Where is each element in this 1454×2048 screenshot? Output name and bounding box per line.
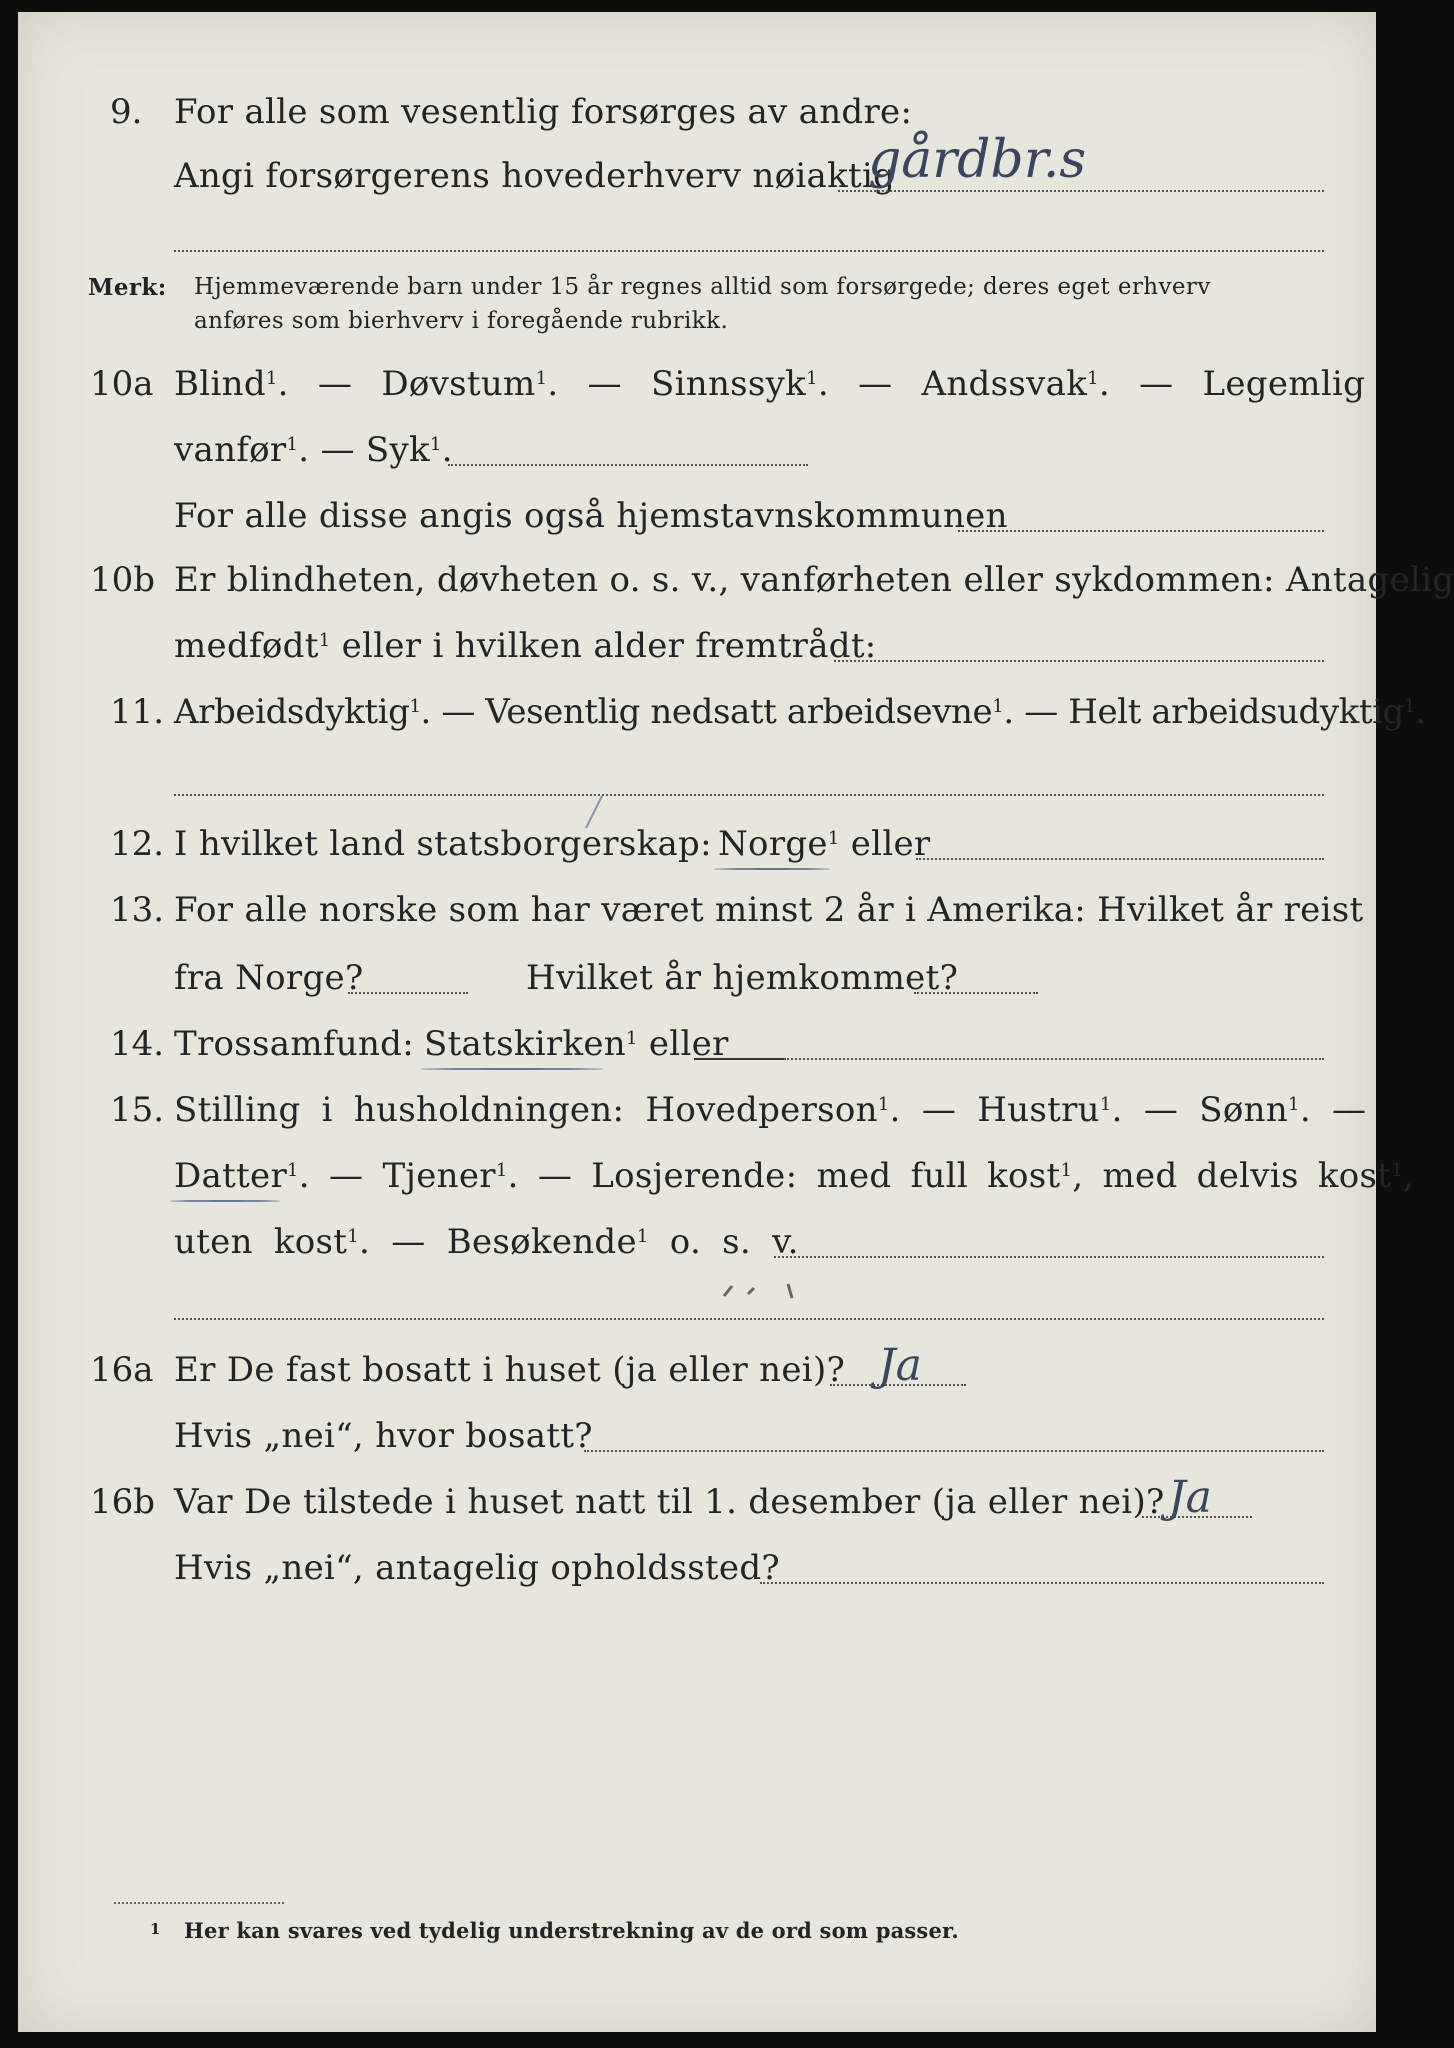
q13-reist-line bbox=[348, 992, 468, 994]
q16b-line2: Hvis „nei“, antagelig opholdssted? bbox=[174, 1548, 780, 1588]
q9-extra-line bbox=[174, 250, 1324, 252]
q16a-line2: Hvis „nei“, hvor bosatt? bbox=[174, 1416, 593, 1456]
q10a-line3: For alle disse angis også hjemstavnskommunen bbox=[174, 496, 1008, 536]
q16a-handwritten-answer: Ja bbox=[878, 1340, 922, 1391]
q15-extra-line bbox=[174, 1318, 1324, 1320]
q10b-line1: Er blindheten, døvheten o. s. v., vanførheten eller sykdommen: Antagelig bbox=[174, 560, 1454, 600]
q10a-number: 10a bbox=[90, 364, 154, 404]
census-form-page bbox=[18, 12, 1454, 2032]
q13-hjemkommet-line bbox=[914, 992, 1038, 994]
q9-answer-line bbox=[838, 190, 1324, 192]
q9-number: 9. bbox=[110, 92, 143, 132]
footnote-rule bbox=[114, 1902, 284, 1904]
q10a-hjemstavn-line bbox=[958, 530, 1324, 532]
q10a-line1: Blind$^1$. — Døvstum$^1$. — Sinnssyk$^1$. — Andssvak$^1$. — Legemlig bbox=[174, 364, 1366, 404]
q13-line2b: Hvilket år hjemkommet? bbox=[526, 958, 959, 998]
q10a-line2: vanfør$^1$. — Syk$^1$. bbox=[174, 430, 453, 470]
pencil-stroke-icon bbox=[578, 792, 608, 832]
q10a-syk-line bbox=[448, 464, 808, 466]
q15-number: 15. bbox=[110, 1090, 165, 1130]
q11-extra-line bbox=[174, 794, 1324, 796]
q15-answer-line bbox=[774, 1256, 1324, 1258]
q11-number: 11. bbox=[110, 692, 165, 732]
q12-answer-line bbox=[916, 858, 1324, 860]
q16a-number: 16a bbox=[90, 1350, 154, 1390]
footnote-number: 1 bbox=[150, 1920, 161, 1938]
q16a-bosatt-line bbox=[584, 1450, 1324, 1452]
q16a-line1: Er De fast bosatt i huset (ja eller nei)? bbox=[174, 1350, 846, 1390]
q15-line3: uten kost$^1$. — Besøkende$^1$ o. s. v. bbox=[174, 1222, 799, 1262]
q13-line1: For alle norske som har været minst 2 år i Amerika: Hvilket år reist bbox=[174, 890, 1364, 930]
q13-number: 13. bbox=[110, 890, 165, 930]
q10b-answer-line bbox=[834, 660, 1324, 662]
q15-line1: Stilling i husholdningen: Hovedperson$^1$. — Hustru$^1$. — Sønn$^1$. — bbox=[174, 1090, 1367, 1130]
q12-text: I hvilket land statsborgerskap: bbox=[174, 824, 712, 864]
q13-line2a: fra Norge? bbox=[174, 958, 364, 998]
q16b-line1: Var De tilstede i huset natt til 1. desember (ja eller nei)? bbox=[174, 1482, 1165, 1522]
q12-number: 12. bbox=[110, 824, 165, 864]
q14-solid-line bbox=[694, 1058, 784, 1060]
q16b-opholdssted-line bbox=[760, 1582, 1324, 1584]
q16b-number: 16b bbox=[90, 1482, 156, 1522]
q12-norge: Norge$^1$ eller bbox=[718, 824, 931, 864]
q9-line1: For alle som vesentlig forsørges av andre: bbox=[174, 92, 913, 132]
pencil-marks-icon bbox=[718, 1276, 818, 1306]
q14-statskirken: Statskirken$^1$ eller bbox=[424, 1024, 729, 1064]
q16b-handwritten-answer: Ja bbox=[1168, 1472, 1212, 1523]
q10b-number: 10b bbox=[90, 560, 156, 600]
q14-statskirken-underline bbox=[420, 1068, 604, 1070]
q15-datter-underline bbox=[170, 1200, 280, 1202]
q10b-line2: medfødt$^1$ eller i hvilken alder fremtrådt: bbox=[174, 626, 877, 666]
q12-norge-underline bbox=[714, 868, 830, 870]
merk-line2: anføres som bierhverv i foregående rubrikk. bbox=[194, 308, 729, 334]
q9-handwritten-answer: gårdbr.s bbox=[868, 130, 1087, 190]
merk-line1: Hjemmeværende barn under 15 år regnes alltid som forsørgede; deres eget erhverv bbox=[194, 274, 1211, 300]
q14-number: 14. bbox=[110, 1024, 165, 1064]
q15-line2: Datter$^1$. — Tjener$^1$. — Losjerende: med full kost$^1$, med delvis kost$^1$, bbox=[174, 1156, 1415, 1196]
footnote-text: Her kan svares ved tydelig understrekning av de ord som passer. bbox=[184, 1918, 959, 1943]
merk-label: Merk: bbox=[88, 274, 167, 301]
q11-line: Arbeidsdyktig$^1$. — Vesentlig nedsatt arbeidsevne$^1$. — Helt arbeidsudyktig$^1$. bbox=[174, 692, 1426, 732]
q14-text: Trossamfund: bbox=[174, 1024, 415, 1064]
q14-answer-line bbox=[784, 1058, 1324, 1060]
q9-line2: Angi forsørgerens hovederhverv nøiaktig bbox=[174, 156, 896, 196]
